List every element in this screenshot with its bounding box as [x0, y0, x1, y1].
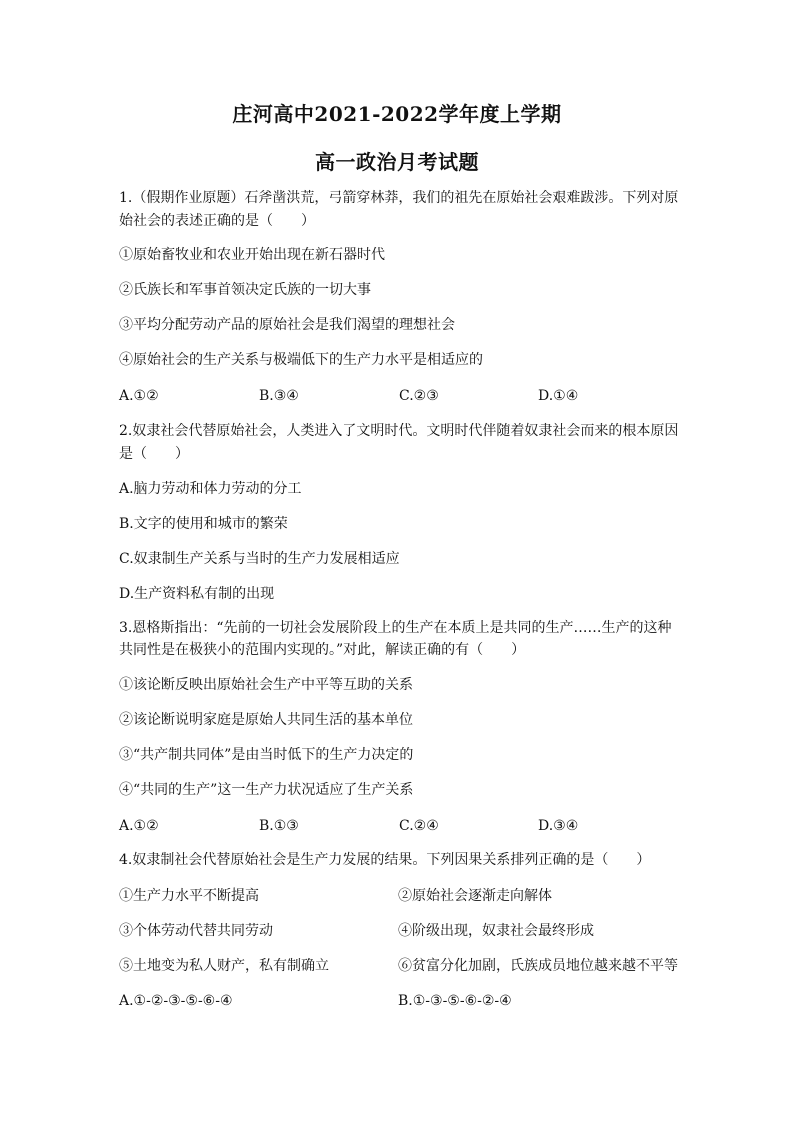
question-4-item-2: ②原始社会逐渐走向解体 — [398, 888, 552, 904]
question-3-item-2: ②该论断说明家庭是原始人共同生活的基本单位 — [119, 712, 413, 728]
question-3-item-4: ④“共同的生产”这一生产力状况适应了生产关系 — [119, 782, 414, 798]
question-1-option-b: B.③④ — [259, 388, 299, 404]
question-1-item-4: ④原始社会的生产关系与极端低下的生产力水平是相适应的 — [119, 352, 483, 368]
question-4-item-5: ⑤土地变为私人财产，私有制确立 — [119, 958, 329, 974]
question-3-option-d: D.③④ — [538, 818, 579, 834]
question-1-option-c: C.②③ — [399, 388, 439, 404]
question-1-option-d: D.①④ — [538, 388, 579, 404]
question-4-stem: 4.奴隶制社会代替原始社会是生产力发展的结果。下列因果关系排列正确的是（ ） — [119, 852, 651, 868]
question-4-item-4: ④阶级出现，奴隶社会最终形成 — [398, 923, 594, 939]
question-4-item-6: ⑥贫富分化加剧，氏族成员地位越来越不平等 — [398, 958, 678, 974]
question-3-item-1: ①该论断反映出原始社会生产中平等互助的关系 — [119, 677, 413, 693]
page-title: 庄河高中2021-2022学年度上学期 — [232, 102, 562, 126]
question-3-option-c: C.②④ — [399, 818, 439, 834]
question-2-option-c: C.奴隶制生产关系与当时的生产力发展相适应 — [119, 551, 400, 567]
question-4-option-b: B.①-③-⑤-⑥-②-④ — [398, 993, 512, 1009]
question-2-stem-line-1: 2.奴隶社会代替原始社会，人类进入了文明时代。文明时代伴随着奴隶社会而来的根本原因 — [119, 423, 679, 439]
question-3-option-a: A.①② — [119, 818, 159, 834]
question-4-option-a: A.①-②-③-⑤-⑥-④ — [119, 993, 233, 1009]
question-3-stem-line-1: 3.恩格斯指出：“先前的一切社会发展阶段上的生产在本质上是共同的生产……生产的这种 — [119, 620, 672, 636]
question-2-option-d: D.生产资料私有制的出现 — [119, 586, 275, 602]
question-4-item-1: ①生产力水平不断提高 — [119, 888, 259, 904]
question-1-option-a: A.①② — [119, 388, 159, 404]
question-3-item-3: ③“共产制共同体”是由当时低下的生产力决定的 — [119, 747, 414, 763]
question-1-stem-line-1: 1.（假期作业原题）石斧凿洪荒，弓箭穿林莽，我们的祖先在原始社会艰难跋涉。下列对原 — [119, 190, 679, 206]
question-1-item-1: ①原始畜牧业和农业开始出现在新石器时代 — [119, 247, 385, 263]
question-2-option-a: A.脑力劳动和体力劳动的分工 — [119, 481, 302, 497]
question-3-option-b: B.①③ — [259, 818, 299, 834]
question-1-stem-line-2: 始社会的表述正确的是（ ） — [119, 213, 315, 229]
question-2-option-b: B.文字的使用和城市的繁荣 — [119, 516, 288, 532]
question-1-item-2: ②氏族长和军事首领决定氏族的一切大事 — [119, 282, 371, 298]
question-2-stem-line-2: 是（ ） — [119, 446, 189, 462]
question-1-item-3: ③平均分配劳动产品的原始社会是我们渴望的理想社会 — [119, 317, 455, 333]
question-4-item-3: ③个体劳动代替共同劳动 — [119, 923, 273, 939]
question-3-stem-line-2: 共同性是在极狭小的范围内实现的。”对此，解读正确的有（ ） — [119, 642, 526, 658]
page-subtitle: 高一政治月考试题 — [315, 150, 479, 174]
